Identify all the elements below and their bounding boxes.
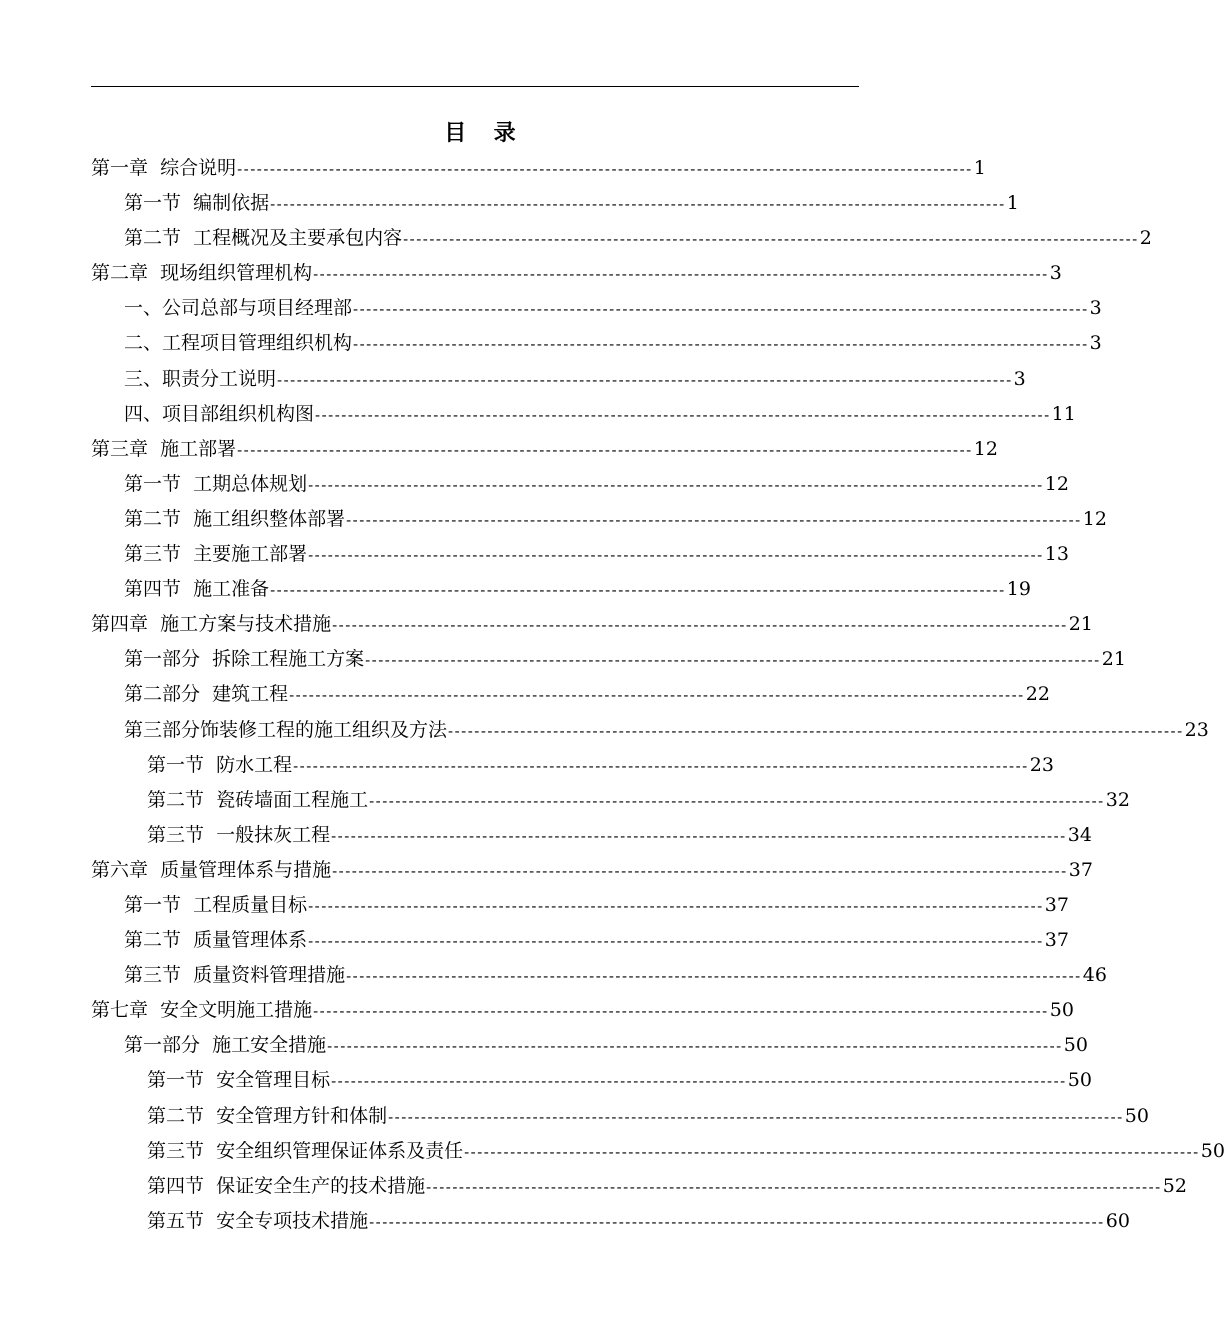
toc-entry[interactable] (91, 748, 1054, 783)
toc-leader: ---------------------------------------------------------------------------------------------------------------- (346, 510, 1082, 529)
toc-entry[interactable] (91, 677, 1050, 712)
toc-leader: ---------------------------------------------------------------------------------------------------------------- (270, 195, 1006, 214)
toc-page-number: 2 (1139, 227, 1152, 250)
toc-page-number: 50 (1124, 1104, 1149, 1127)
toc-page-number: 37 (1044, 929, 1069, 952)
toc-entry-text: 第一节 安全管理目标 (147, 1069, 331, 1092)
toc-entry-text: 第二节 施工组织整体部署 (124, 507, 346, 530)
toc-leader: ---------------------------------------------------------------------------------------------------------------- (353, 300, 1089, 319)
toc-entry-text: 第二节 安全管理方针和体制 (147, 1104, 388, 1127)
toc-entry[interactable] (91, 642, 1126, 677)
toc-entry[interactable] (91, 221, 1152, 256)
toc-page-number: 50 (1063, 1034, 1088, 1057)
toc-page-number: 37 (1044, 893, 1069, 916)
toc-page-number: 22 (1025, 683, 1050, 706)
toc-page-number: 23 (1184, 718, 1209, 741)
toc-entry-text: 第一节 工程质量目标 (124, 893, 308, 916)
toc-entry-text: 第五节 安全专项技术措施 (147, 1209, 369, 1232)
toc-page-number: 52 (1162, 1174, 1187, 1197)
toc-leader: ---------------------------------------------------------------------------------------------------------------- (448, 721, 1184, 740)
toc-leader: ---------------------------------------------------------------------------------------------------------------- (331, 826, 1067, 845)
toc-entry-text: 第二部分 建筑工程 (124, 683, 289, 706)
toc-entry[interactable] (91, 1099, 1149, 1134)
toc-entry-text: 第二节 工程概况及主要承包内容 (124, 227, 403, 250)
toc-page-number: 11 (1051, 402, 1076, 425)
toc-page-number: 60 (1105, 1209, 1130, 1232)
toc-entry-text: 第三章 施工部署 (91, 437, 237, 460)
toc-leader: ---------------------------------------------------------------------------------------------------------------- (327, 1037, 1063, 1056)
toc-page-number: 3 (1049, 262, 1062, 285)
toc-entry-text: 第七章 安全文明施工措施 (91, 999, 313, 1022)
toc-entry-text: 第一节 编制依据 (124, 192, 270, 215)
toc-page-number: 34 (1067, 823, 1092, 846)
toc-entry[interactable] (91, 993, 1074, 1028)
toc-page-number: 21 (1101, 648, 1126, 671)
toc-page-number: 50 (1067, 1069, 1092, 1092)
toc-entry-text: 第二节 质量管理体系 (124, 929, 308, 952)
toc-leader: ---------------------------------------------------------------------------------------------------------------- (369, 1212, 1105, 1231)
toc-leader: ---------------------------------------------------------------------------------------------------------------- (308, 896, 1044, 915)
toc-entry[interactable] (91, 783, 1130, 818)
toc-leader: ---------------------------------------------------------------------------------------------------------------- (331, 1072, 1067, 1091)
toc-page-number: 19 (1006, 578, 1031, 601)
toc-page-number: 12 (973, 437, 998, 460)
toc-entry[interactable] (91, 1063, 1092, 1098)
toc-entry[interactable] (91, 291, 1102, 326)
toc-entry-text: 第三节 主要施工部署 (124, 543, 308, 566)
toc-entry[interactable] (91, 1169, 1187, 1204)
toc-leader: ---------------------------------------------------------------------------------------------------------------- (369, 791, 1105, 810)
toc-entry[interactable] (91, 151, 986, 186)
toc-leader: ---------------------------------------------------------------------------------------------------------------- (237, 160, 973, 178)
toc-entry-text: 第三节 质量资料管理措施 (124, 964, 346, 987)
toc-page-number: 50 (1200, 1139, 1225, 1162)
toc-entry-text: 第一节 防水工程 (147, 753, 293, 776)
toc-leader: ---------------------------------------------------------------------------------------------------------------- (332, 861, 1068, 880)
toc-entry-text: 第四章 施工方案与技术措施 (91, 613, 332, 636)
toc-entry[interactable] (91, 432, 998, 467)
toc-entry[interactable] (91, 1134, 1225, 1169)
toc-leader: ---------------------------------------------------------------------------------------------------------------- (353, 335, 1089, 354)
toc-page-number: 21 (1068, 613, 1093, 636)
toc-entry-text: 第三节 一般抹灰工程 (147, 823, 331, 846)
toc-entry-text: 二、工程项目管理组织机构 (124, 332, 353, 355)
toc-page-number: 46 (1082, 964, 1107, 987)
toc-page-number: 12 (1044, 472, 1069, 495)
toc-entry[interactable] (91, 1204, 1130, 1239)
toc-entry[interactable] (91, 818, 1092, 853)
toc-page-number: 3 (1013, 367, 1026, 390)
toc-entry-text: 第二章 现场组织管理机构 (91, 262, 313, 285)
toc-entry-text: 第三部分饰装修工程的施工组织及方法 (124, 718, 448, 741)
toc-entry-text: 一、公司总部与项目经理部 (124, 297, 353, 320)
toc-entry[interactable] (91, 397, 1076, 432)
toc-page-number: 1 (1006, 192, 1019, 215)
toc-entry-text: 四、项目部组织机构图 (124, 402, 315, 425)
header-rule (91, 86, 859, 87)
toc-leader: ---------------------------------------------------------------------------------------------------------------- (308, 546, 1044, 565)
toc-entry[interactable] (91, 958, 1107, 993)
toc-leader: ---------------------------------------------------------------------------------------------------------------- (237, 440, 973, 459)
toc-leader: ---------------------------------------------------------------------------------------------------------------- (313, 1002, 1049, 1021)
toc-page-number: 23 (1029, 753, 1054, 776)
toc-leader: ---------------------------------------------------------------------------------------------------------------- (270, 581, 1006, 600)
toc-entry[interactable] (91, 923, 1069, 958)
toc-entry-text: 第一部分 拆除工程施工方案 (124, 648, 365, 671)
toc-entry[interactable] (91, 186, 1019, 221)
toc-leader: ---------------------------------------------------------------------------------------------------------------- (346, 967, 1082, 986)
toc-page-number: 1 (973, 157, 986, 179)
toc-page-number: 32 (1105, 788, 1130, 811)
toc-entry-text: 第四节 施工准备 (124, 578, 270, 601)
toc-entry[interactable] (91, 467, 1069, 502)
toc-entry[interactable] (91, 572, 1031, 607)
toc-entry-text: 第一部分 施工安全措施 (124, 1034, 327, 1057)
toc-page-number: 12 (1082, 507, 1107, 530)
toc-leader: ---------------------------------------------------------------------------------------------------------------- (289, 686, 1025, 705)
toc-page-number: 13 (1044, 543, 1069, 566)
toc-leader: ---------------------------------------------------------------------------------------------------------------- (464, 1142, 1200, 1161)
toc-entry[interactable] (91, 888, 1069, 923)
toc-title: 目 录 (444, 121, 526, 146)
toc-entry[interactable] (91, 502, 1107, 537)
toc-entry[interactable] (91, 326, 1102, 361)
toc-entry[interactable] (91, 607, 1093, 642)
toc-page-number: 3 (1089, 332, 1102, 355)
toc-entry-text: 第六章 质量管理体系与措施 (91, 858, 332, 881)
toc-entry-text: 第二节 瓷砖墙面工程施工 (147, 788, 369, 811)
toc-leader: ---------------------------------------------------------------------------------------------------------------- (388, 1107, 1124, 1126)
toc-entry-text: 第一章 综合说明 (91, 157, 237, 179)
toc-entry-text: 第一节 工期总体规划 (124, 472, 308, 495)
toc-leader: ---------------------------------------------------------------------------------------------------------------- (293, 756, 1029, 775)
toc-leader: ---------------------------------------------------------------------------------------------------------------- (403, 230, 1139, 249)
toc-entry-text: 第三节 安全组织管理保证体系及责任 (147, 1139, 464, 1162)
toc-leader: ---------------------------------------------------------------------------------------------------------------- (313, 265, 1049, 284)
toc-entry[interactable] (91, 713, 1209, 748)
toc-page-number: 37 (1068, 858, 1093, 881)
toc-entry[interactable] (91, 1028, 1088, 1063)
toc-leader: ---------------------------------------------------------------------------------------------------------------- (315, 405, 1051, 424)
toc-entry[interactable] (91, 537, 1069, 572)
toc-entry-text: 第四节 保证安全生产的技术措施 (147, 1174, 426, 1197)
toc-entry[interactable] (91, 256, 1062, 291)
toc-entry[interactable] (91, 362, 1026, 397)
toc-list (91, 151, 1225, 1239)
toc-leader: ---------------------------------------------------------------------------------------------------------------- (426, 1177, 1162, 1196)
toc-leader: ---------------------------------------------------------------------------------------------------------------- (308, 932, 1044, 951)
toc-page-number: 50 (1049, 999, 1074, 1022)
toc-entry-text: 三、职责分工说明 (124, 367, 277, 390)
toc-page-number: 3 (1089, 297, 1102, 320)
toc-leader: ---------------------------------------------------------------------------------------------------------------- (308, 475, 1044, 494)
toc-leader: ---------------------------------------------------------------------------------------------------------------- (365, 651, 1101, 670)
toc-leader: ---------------------------------------------------------------------------------------------------------------- (332, 616, 1068, 635)
toc-entry[interactable] (91, 853, 1093, 888)
toc-leader: ---------------------------------------------------------------------------------------------------------------- (277, 370, 1013, 389)
